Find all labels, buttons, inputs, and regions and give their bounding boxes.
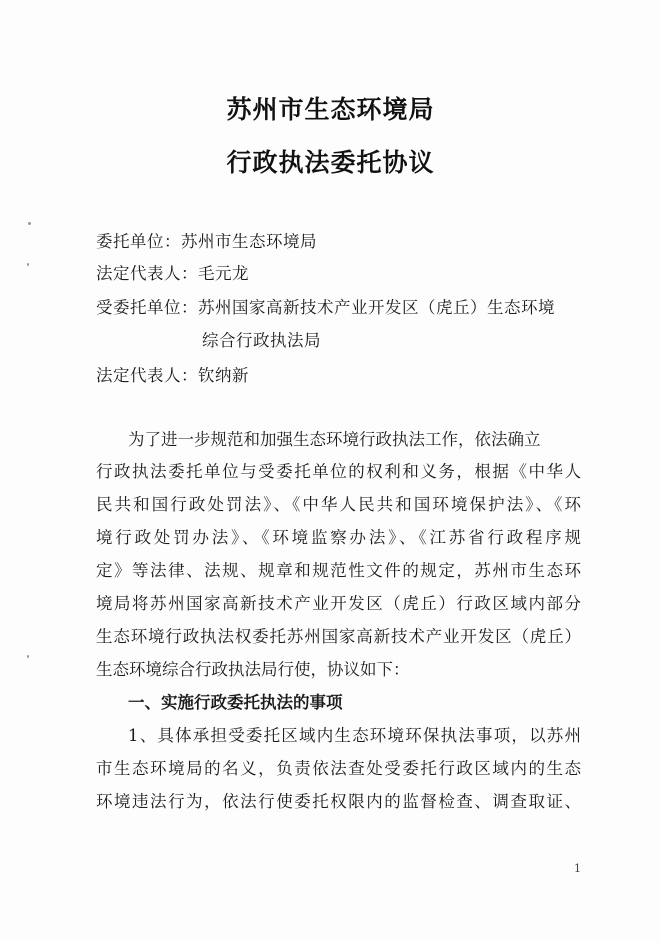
scan-speck — [27, 263, 29, 266]
preamble-line-3: 境行政处罚办法》、《环境监察办法》、《江苏省行政程序规 — [96, 528, 581, 547]
preamble-line-4: 定》等法律、法规、规章和规范性文件的规定，苏州市生态环 — [96, 561, 581, 580]
preamble-line-1: 行政执法委托单位与受委托单位的权利和义务，根据《中华人 — [96, 462, 581, 481]
entruster-line — [96, 232, 317, 252]
entruster-value: 苏州市生态环境局 — [181, 232, 317, 251]
entrustee-value-line2: 综合行政执法局 — [202, 331, 321, 350]
scan-speck — [28, 222, 31, 225]
entrustee-line — [96, 298, 555, 318]
section-1-item-1-line-0: 1、具体承担受委托区域内生态环境环保执法事项，以苏州 — [128, 726, 581, 745]
entruster-rep-label: 法定代表人： — [96, 264, 198, 283]
title-line-2: 行政执法委托协议 — [226, 148, 435, 177]
preamble-line-7: 生态环境综合行政执法局行使，协议如下： — [96, 660, 410, 679]
section-1-item-1-line-2: 环境违法行为，依法行使委托权限内的监督检查、调查取证、 — [96, 792, 581, 811]
preamble-line-5: 境局将苏州国家高新技术产业开发区（虎丘）行政区域内部分 — [96, 594, 581, 613]
entrustee-rep-value: 钦纳新 — [198, 366, 249, 385]
entrustee-rep-line — [96, 366, 249, 386]
entruster-label: 委托单位： — [96, 232, 181, 251]
entruster-rep-line — [96, 264, 249, 284]
entrustee-rep-label: 法定代表人： — [96, 366, 198, 385]
preamble-line-2: 民共和国行政处罚法》、《中华人民共和国环境保护法》、《环 — [96, 495, 581, 514]
scan-speck — [27, 655, 29, 658]
section-1-item-1-line-1: 市生态环境局的名义，负责依法查处受委托行政区域内的生态 — [96, 759, 581, 778]
title-line-1: 苏州市生态环境局 — [226, 95, 435, 124]
page-number: 1 — [574, 862, 581, 875]
preamble-line-0: 为了进一步规范和加强生态环境行政执法工作，依法确立 — [128, 430, 541, 449]
entrustee-value-line1: 苏州国家高新技术产业开发区（虎丘）生态环境 — [198, 298, 555, 317]
entruster-rep-value: 毛元龙 — [198, 264, 249, 283]
section-1-heading: 一、实施行政委托执法的事项 — [128, 693, 343, 712]
preamble-line-6: 生态环境行政执法权委托苏州国家高新技术产业开发区（虎丘） — [96, 627, 581, 646]
entrustee-label: 受委托单位： — [96, 298, 198, 317]
